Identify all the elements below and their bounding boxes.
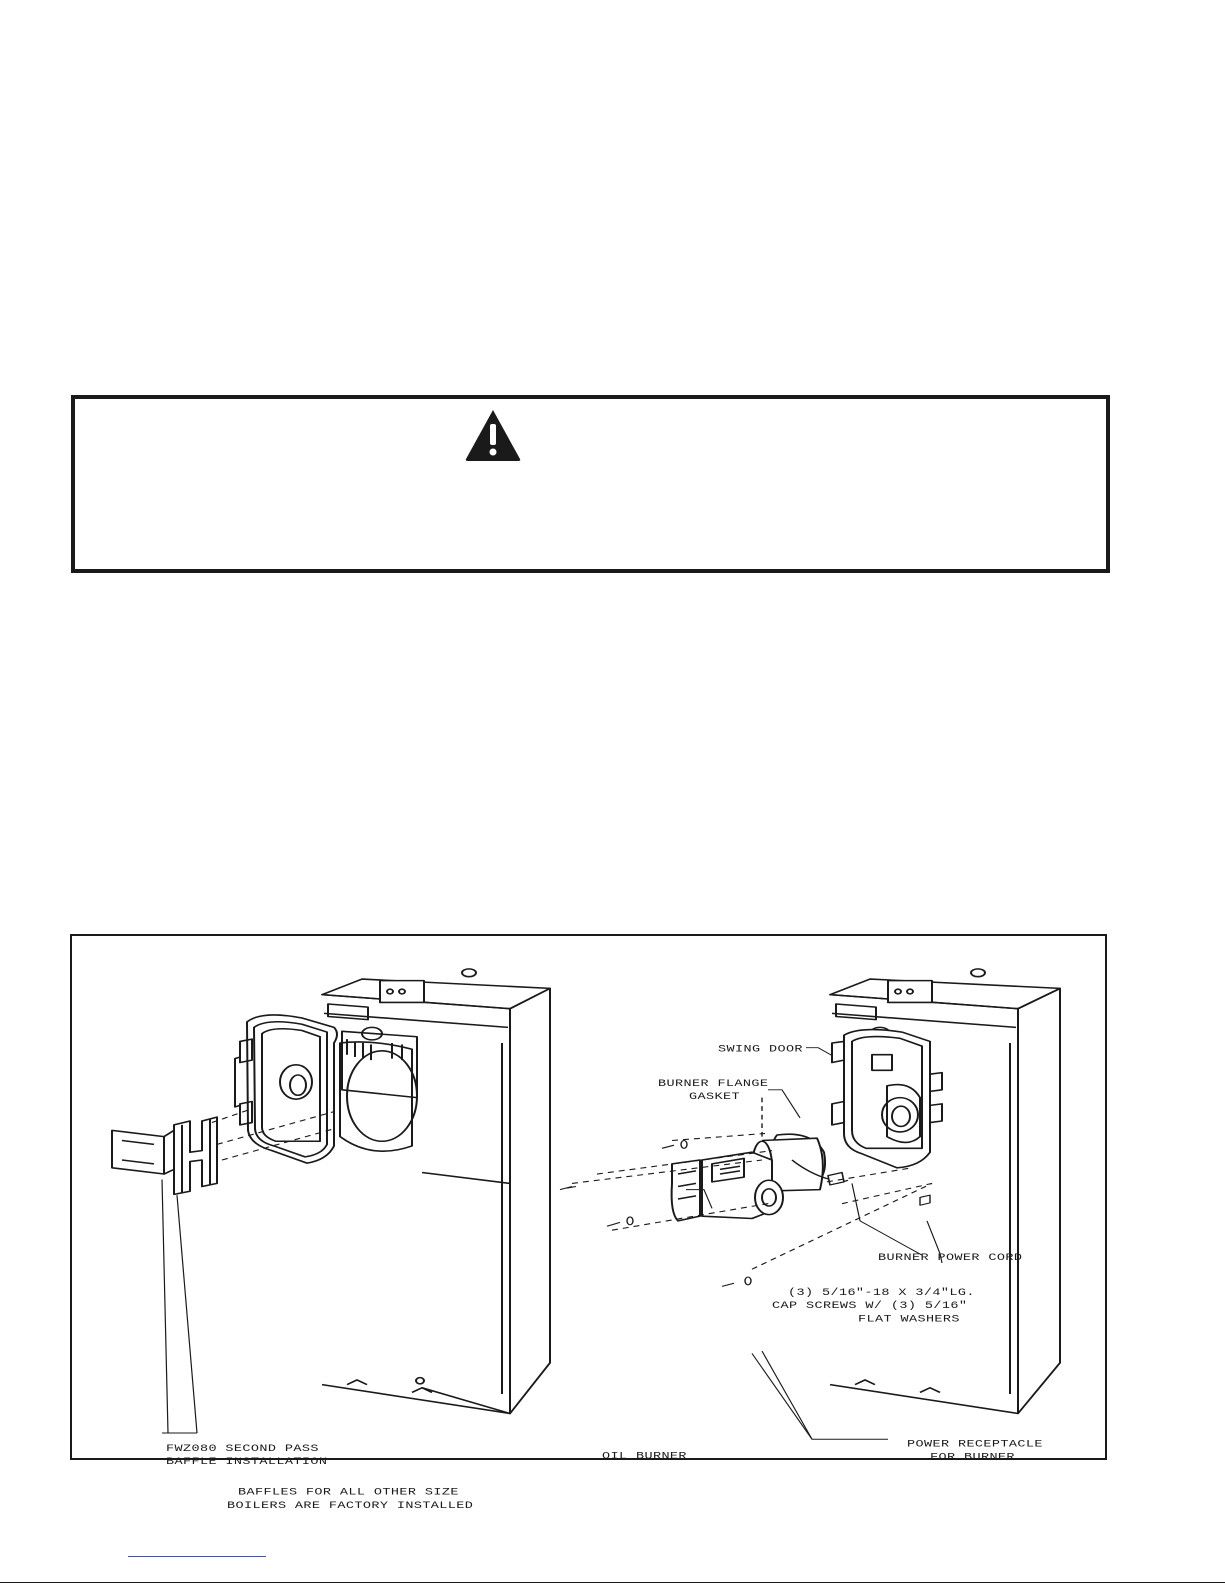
left-baffles: [112, 1117, 217, 1194]
gasket-label-line2: GASKET: [688, 1090, 740, 1103]
factory-note-line2: BOILERS ARE FACTORY INSTALLED: [226, 1499, 474, 1512]
warning-box: [71, 395, 1110, 573]
bottom-rule: [0, 1582, 1225, 1583]
boiler-drawing: [72, 936, 1105, 1512]
screws-label-line3: FLAT WASHERS: [858, 1312, 960, 1325]
swing-door-label: SWING DOOR: [718, 1042, 803, 1056]
installation-figure: [70, 934, 1107, 1512]
factory-note-line1: BAFFLES FOR ALL OTHER SIZE: [238, 1485, 459, 1499]
left-boiler-open-door: [235, 1015, 337, 1163]
right-boiler-swing-door: [832, 1030, 942, 1168]
receptacle-label-line2: FOR BURNER: [930, 1450, 1015, 1463]
gasket-label-line1: BURNER FLANGE: [657, 1077, 769, 1090]
receptacle-label-line1: POWER RECEPTACLE: [906, 1437, 1043, 1450]
screws-label-line2: CAP SCREWS W/ (3) 5/16": [771, 1299, 968, 1312]
footer-link-underline[interactable]: [128, 1556, 266, 1557]
baffle-label-line2: BAFFLE INSTALLATION: [166, 1455, 328, 1468]
left-boiler-cabinet: [322, 969, 550, 1414]
oil-burner: [672, 1138, 823, 1221]
power-cord-label: BURNER POWER CORD: [878, 1251, 1023, 1264]
warning-triangle-icon: [463, 407, 523, 463]
oil-burner-label: OIL BURNER: [602, 1450, 687, 1463]
screws-label-line1: (3) 5/16"-18 X 3/4"LG.: [788, 1286, 975, 1299]
baffle-label-line1: FWZ080 SECOND PASS: [166, 1442, 319, 1455]
